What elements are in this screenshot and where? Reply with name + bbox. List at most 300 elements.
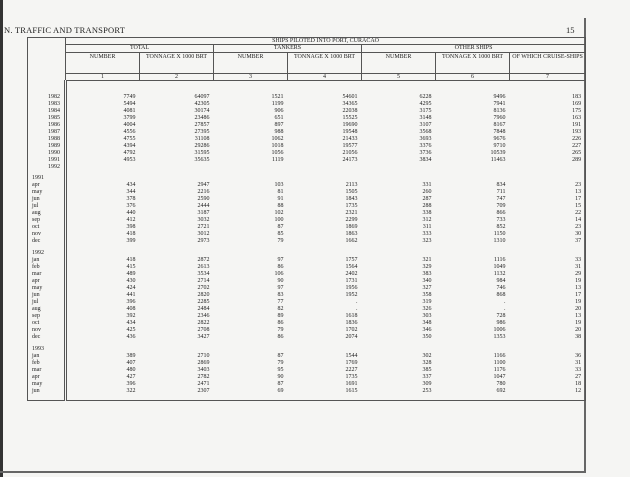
- table-row: [28, 164, 586, 171]
- value-cell: 312: [422, 217, 432, 224]
- table-row: [28, 292, 586, 299]
- table-row: [28, 278, 586, 285]
- value-cell: 1952: [345, 292, 358, 299]
- value-cell: 33: [575, 367, 582, 374]
- value-cell: 19: [575, 320, 582, 327]
- value-cell: 747: [496, 196, 506, 203]
- row-label: feb: [28, 360, 66, 367]
- table-row: [28, 136, 586, 143]
- value-cell: 227: [572, 143, 582, 150]
- spacer-cell: [28, 81, 66, 95]
- value-cell: 2822: [197, 320, 210, 327]
- value-cell: 436: [126, 334, 136, 341]
- value-cell: 21056: [342, 150, 358, 157]
- value-cell: 3012: [197, 231, 210, 238]
- column-number: 7: [510, 73, 586, 80]
- value-cell: 260: [422, 189, 432, 196]
- value-cell: 35635: [194, 157, 210, 164]
- value-cell: 85: [277, 231, 284, 238]
- value-cell: 321: [422, 257, 432, 264]
- value-cell: [510, 175, 586, 182]
- table-row: [28, 101, 586, 108]
- value-cell: 408: [126, 306, 136, 313]
- value-cell: 327: [422, 285, 432, 292]
- value-cell: 651: [274, 115, 284, 122]
- value-cell: [510, 346, 586, 353]
- value-cell: 311: [422, 224, 432, 231]
- value-cell: 350: [422, 334, 432, 341]
- value-cell: 287: [422, 196, 432, 203]
- value-cell: [66, 164, 140, 171]
- spacer-row: [28, 395, 586, 401]
- value-cell: 13: [575, 285, 582, 292]
- value-cell: 897: [274, 122, 284, 129]
- value-cell: 1836: [345, 320, 358, 327]
- value-cell: [436, 164, 510, 171]
- value-cell: 8167: [493, 122, 506, 129]
- value-cell: 1049: [493, 264, 506, 271]
- spacer-cell: [140, 395, 214, 401]
- row-label: feb: [28, 264, 66, 271]
- value-cell: 169: [572, 101, 582, 108]
- value-cell: 265: [572, 150, 582, 157]
- row-label: 1984: [28, 108, 66, 115]
- table-row: [28, 299, 586, 306]
- value-cell: 289: [572, 157, 582, 164]
- value-cell: 12: [575, 388, 582, 395]
- value-cell: 86: [277, 320, 284, 327]
- value-cell: 19577: [342, 143, 358, 150]
- value-cell: 20: [575, 327, 582, 334]
- value-cell: 2307: [197, 388, 210, 395]
- value-cell: 100: [274, 217, 284, 224]
- value-cell: 1132: [493, 271, 506, 278]
- spacer-cell: [66, 395, 140, 401]
- value-cell: 733: [496, 217, 506, 224]
- table-row: [28, 320, 586, 327]
- value-cell: 1056: [271, 150, 284, 157]
- table-row: [28, 285, 586, 292]
- value-cell: 2869: [197, 360, 210, 367]
- row-label: 1992: [28, 250, 66, 257]
- value-cell: 253: [422, 388, 432, 395]
- value-cell: 103: [274, 182, 284, 189]
- value-cell: 430: [126, 278, 136, 285]
- value-cell: 418: [126, 257, 136, 264]
- value-cell: 82: [277, 306, 284, 313]
- header-corner: [28, 73, 66, 80]
- value-cell: 1769: [345, 360, 358, 367]
- value-cell: [66, 250, 140, 257]
- value-cell: 13: [575, 313, 582, 320]
- row-label: apr: [28, 278, 66, 285]
- value-cell: 1116: [493, 257, 506, 264]
- value-cell: 6228: [419, 94, 432, 101]
- value-cell: 163: [572, 115, 582, 122]
- value-cell: 1310: [493, 238, 506, 245]
- value-cell: 3403: [197, 367, 210, 374]
- table-row: [28, 346, 586, 353]
- value-cell: [436, 175, 510, 182]
- spacer-cell: [288, 81, 362, 95]
- value-cell: 2708: [197, 327, 210, 334]
- table-row: [28, 313, 586, 320]
- value-cell: 31108: [194, 136, 210, 143]
- value-cell: 7960: [493, 115, 506, 122]
- value-cell: 2299: [345, 217, 358, 224]
- value-cell: 329: [422, 264, 432, 271]
- value-cell: [510, 250, 586, 257]
- value-cell: 1618: [345, 313, 358, 320]
- value-cell: .: [504, 306, 506, 313]
- value-cell: 2782: [197, 374, 210, 381]
- value-cell: 27: [575, 374, 582, 381]
- value-cell: 33: [575, 257, 582, 264]
- value-cell: 175: [572, 108, 582, 115]
- value-cell: 1018: [271, 143, 284, 150]
- value-cell: 1505: [345, 189, 358, 196]
- value-cell: 1564: [345, 264, 358, 271]
- value-cell: 31: [575, 264, 582, 271]
- table-row: [28, 122, 586, 129]
- value-cell: [214, 164, 288, 171]
- table-row: [28, 115, 586, 122]
- value-cell: 834: [496, 182, 506, 189]
- value-cell: 2444: [197, 203, 210, 210]
- value-cell: 319: [422, 299, 432, 306]
- value-cell: 86: [277, 334, 284, 341]
- value-cell: 852: [496, 224, 506, 231]
- value-cell: 1735: [345, 374, 358, 381]
- value-cell: 29: [575, 271, 582, 278]
- value-cell: .: [356, 299, 358, 306]
- value-cell: 90: [277, 374, 284, 381]
- value-cell: 19690: [342, 122, 358, 129]
- value-cell: 427: [126, 374, 136, 381]
- value-cell: [140, 346, 214, 353]
- row-label: sep: [28, 217, 66, 224]
- value-cell: 8136: [493, 108, 506, 115]
- value-cell: 1166: [493, 353, 506, 360]
- value-cell: 4556: [123, 129, 136, 136]
- value-cell: 2285: [197, 299, 210, 306]
- value-cell: 346: [422, 327, 432, 334]
- value-cell: 24173: [342, 157, 358, 164]
- ships-piloted-table-wrapper: [27, 37, 585, 401]
- value-cell: [214, 346, 288, 353]
- value-cell: 77: [277, 299, 284, 306]
- value-cell: 87: [277, 353, 284, 360]
- value-cell: 86: [277, 264, 284, 271]
- table-row: [28, 257, 586, 264]
- value-cell: 709: [496, 203, 506, 210]
- row-label: 1993: [28, 346, 66, 353]
- value-cell: 1150: [493, 231, 506, 238]
- value-cell: 20: [575, 306, 582, 313]
- value-cell: 87: [277, 224, 284, 231]
- table-row: [28, 189, 586, 196]
- value-cell: 191: [572, 122, 582, 129]
- spacer-cell: [436, 395, 510, 401]
- row-label: apr: [28, 182, 66, 189]
- value-cell: 392: [126, 313, 136, 320]
- value-cell: 19: [575, 278, 582, 285]
- table-row: [28, 264, 586, 271]
- value-cell: 30: [575, 231, 582, 238]
- table-row: [28, 360, 586, 367]
- row-label: jun: [28, 292, 66, 299]
- column-header: NUMBER: [214, 52, 288, 73]
- value-cell: 42305: [194, 101, 210, 108]
- table-row: [28, 175, 586, 182]
- table-row: [28, 157, 586, 164]
- table-row: [28, 150, 586, 157]
- row-label: nov: [28, 327, 66, 334]
- table-row: [28, 381, 586, 388]
- value-cell: 4394: [123, 143, 136, 150]
- value-cell: 2613: [197, 264, 210, 271]
- value-cell: 106: [274, 271, 284, 278]
- value-cell: 407: [126, 360, 136, 367]
- spacer-cell: [362, 395, 436, 401]
- value-cell: 18: [575, 381, 582, 388]
- value-cell: [288, 346, 362, 353]
- value-cell: 331: [422, 182, 432, 189]
- row-label: apr: [28, 374, 66, 381]
- value-cell: 1521: [271, 94, 284, 101]
- value-cell: 328: [422, 360, 432, 367]
- value-cell: 3693: [419, 136, 432, 143]
- table-row: [28, 203, 586, 210]
- spacer-cell: [510, 81, 586, 95]
- value-cell: 1176: [493, 367, 506, 374]
- column-number: 4: [288, 73, 362, 80]
- value-cell: 1615: [345, 388, 358, 395]
- column-number: 5: [362, 73, 436, 80]
- value-cell: 91: [277, 196, 284, 203]
- value-cell: 183: [572, 94, 582, 101]
- value-cell: 344: [126, 189, 136, 196]
- value-cell: 1735: [345, 203, 358, 210]
- spacer-cell: [288, 395, 362, 401]
- value-cell: 396: [126, 381, 136, 388]
- column-header: TONNAGE X 1000 BRT: [436, 52, 510, 73]
- table-row: [28, 374, 586, 381]
- value-cell: 10539: [490, 150, 506, 157]
- value-cell: 309: [422, 381, 432, 388]
- column-number: 2: [140, 73, 214, 80]
- value-cell: [66, 346, 140, 353]
- value-cell: 23486: [194, 115, 210, 122]
- value-cell: 383: [422, 271, 432, 278]
- spacer-cell: [510, 395, 586, 401]
- row-label: may: [28, 381, 66, 388]
- value-cell: 4953: [123, 157, 136, 164]
- table-row: [28, 250, 586, 257]
- value-cell: 3534: [197, 271, 210, 278]
- value-cell: 2484: [197, 306, 210, 313]
- value-cell: 418: [126, 231, 136, 238]
- value-cell: 17: [575, 196, 582, 203]
- value-cell: 7941: [493, 101, 506, 108]
- value-cell: [362, 346, 436, 353]
- value-cell: 441: [126, 292, 136, 299]
- table-row: [28, 94, 586, 101]
- row-label: nov: [28, 231, 66, 238]
- group-tankers: TANKERS: [214, 45, 362, 52]
- value-cell: 348: [422, 320, 432, 327]
- row-label: 1988: [28, 136, 66, 143]
- value-cell: 2702: [197, 285, 210, 292]
- value-cell: 1691: [345, 381, 358, 388]
- table-row: [28, 353, 586, 360]
- table-row: [28, 334, 586, 341]
- value-cell: 226: [572, 136, 582, 143]
- value-cell: 2820: [197, 292, 210, 299]
- section-title: N. TRAFFIC AND TRANSPORT: [4, 25, 126, 35]
- value-cell: 31: [575, 360, 582, 367]
- value-cell: 3032: [197, 217, 210, 224]
- value-cell: 89: [277, 313, 284, 320]
- value-cell: 337: [422, 374, 432, 381]
- value-cell: 425: [126, 327, 136, 334]
- value-cell: 54601: [342, 94, 358, 101]
- value-cell: 90: [277, 278, 284, 285]
- header-corner: [28, 52, 66, 73]
- value-cell: 3799: [123, 115, 136, 122]
- value-cell: [510, 164, 586, 171]
- value-cell: 1100: [493, 360, 506, 367]
- table-row: [28, 271, 586, 278]
- value-cell: 3107: [419, 122, 432, 129]
- value-cell: 288: [422, 203, 432, 210]
- value-cell: 415: [126, 264, 136, 271]
- spacer-cell: [436, 81, 510, 95]
- value-cell: 1062: [271, 136, 284, 143]
- value-cell: 378: [126, 196, 136, 203]
- value-cell: 440: [126, 210, 136, 217]
- row-label: aug: [28, 210, 66, 217]
- value-cell: [436, 250, 510, 257]
- row-label: jun: [28, 388, 66, 395]
- value-cell: 1119: [271, 157, 284, 164]
- group-other-ships: OTHER SHIPS: [362, 45, 586, 52]
- table-row: [28, 306, 586, 313]
- value-cell: 1702: [345, 327, 358, 334]
- value-cell: 13: [575, 189, 582, 196]
- value-cell: 22038: [342, 108, 358, 115]
- value-cell: 1662: [345, 238, 358, 245]
- value-cell: 36: [575, 353, 582, 360]
- value-cell: [288, 164, 362, 171]
- spacer-cell: [66, 81, 140, 95]
- value-cell: 15525: [342, 115, 358, 122]
- value-cell: 4004: [123, 122, 136, 129]
- row-label: jan: [28, 353, 66, 360]
- value-cell: 3427: [197, 334, 210, 341]
- value-cell: 4755: [123, 136, 136, 143]
- value-cell: 1199: [271, 101, 284, 108]
- table-row: [28, 224, 586, 231]
- table-row: [28, 367, 586, 374]
- value-cell: 69: [277, 388, 284, 395]
- value-cell: 34365: [342, 101, 358, 108]
- value-cell: 97: [277, 257, 284, 264]
- value-cell: [288, 175, 362, 182]
- value-cell: 22: [575, 210, 582, 217]
- value-cell: 2321: [345, 210, 358, 217]
- value-cell: [140, 250, 214, 257]
- value-cell: 83: [277, 292, 284, 299]
- column-header: TONNAGE X 1000 BRT: [140, 52, 214, 73]
- value-cell: 37: [575, 238, 582, 245]
- value-cell: 303: [422, 313, 432, 320]
- value-cell: 3187: [197, 210, 210, 217]
- value-cell: 1731: [345, 278, 358, 285]
- value-cell: 1843: [345, 196, 358, 203]
- value-cell: 326: [422, 306, 432, 313]
- table-row: [28, 196, 586, 203]
- value-cell: 399: [126, 238, 136, 245]
- value-cell: 1006: [493, 327, 506, 334]
- row-label: jul: [28, 299, 66, 306]
- value-cell: 23: [575, 224, 582, 231]
- table-row: [28, 231, 586, 238]
- row-label: mar: [28, 271, 66, 278]
- spacer-row: [28, 81, 586, 95]
- value-cell: 2346: [197, 313, 210, 320]
- value-cell: 2216: [197, 189, 210, 196]
- value-cell: [66, 175, 140, 182]
- row-label: oct: [28, 224, 66, 231]
- value-cell: 4792: [123, 150, 136, 157]
- value-cell: [362, 175, 436, 182]
- column-number: 3: [214, 73, 288, 80]
- row-label: dec: [28, 334, 66, 341]
- table-row: [28, 143, 586, 150]
- value-cell: 1353: [493, 334, 506, 341]
- value-cell: 3175: [419, 108, 432, 115]
- column-header: NUMBER: [362, 52, 436, 73]
- row-label: 1991: [28, 157, 66, 164]
- value-cell: 746: [496, 285, 506, 292]
- value-cell: 389: [126, 353, 136, 360]
- row-label: jan: [28, 257, 66, 264]
- row-label: may: [28, 189, 66, 196]
- value-cell: 79: [277, 360, 284, 367]
- value-cell: 102: [274, 210, 284, 217]
- value-cell: 396: [126, 299, 136, 306]
- value-cell: 2947: [197, 182, 210, 189]
- row-label: 1985: [28, 115, 66, 122]
- value-cell: 711: [496, 189, 506, 196]
- value-cell: 1047: [493, 374, 506, 381]
- value-cell: 2872: [197, 257, 210, 264]
- value-cell: 424: [126, 285, 136, 292]
- value-cell: 81: [277, 189, 284, 196]
- row-label: jun: [28, 196, 66, 203]
- value-cell: 88: [277, 203, 284, 210]
- value-cell: [214, 250, 288, 257]
- spacer-cell: [140, 81, 214, 95]
- value-cell: 27857: [194, 122, 210, 129]
- table-row: [28, 327, 586, 334]
- value-cell: 333: [422, 231, 432, 238]
- spacer-cell: [214, 81, 288, 95]
- value-cell: [140, 164, 214, 171]
- row-label: 1983: [28, 101, 66, 108]
- value-cell: 4081: [123, 108, 136, 115]
